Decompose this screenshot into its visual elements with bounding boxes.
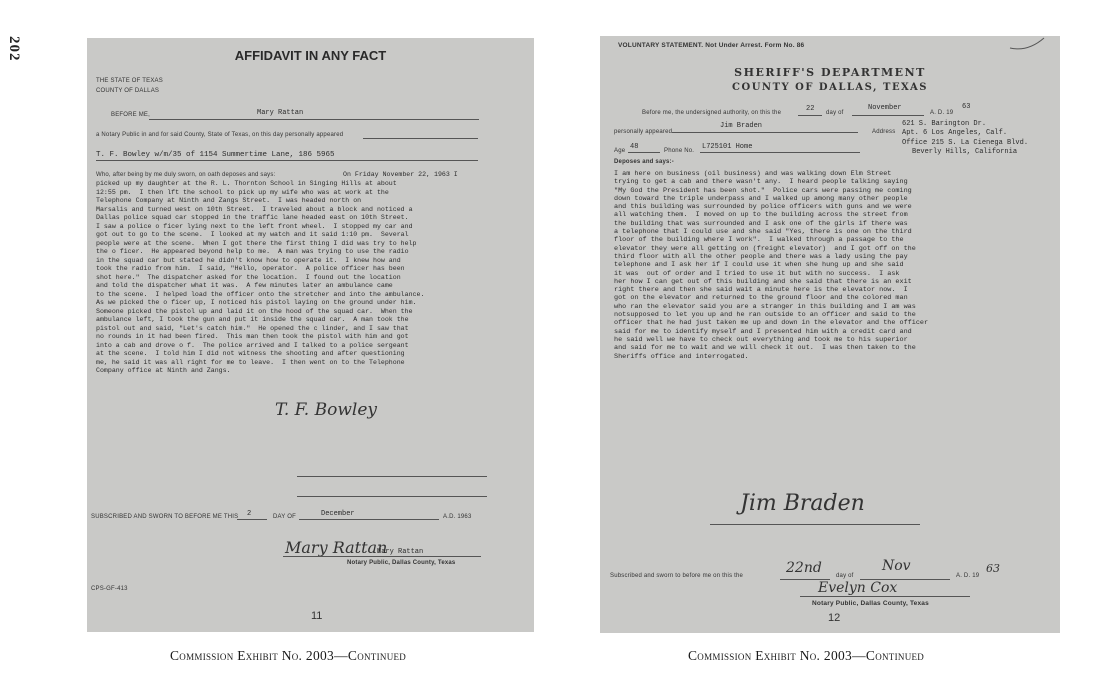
statement-header: VOLUNTARY STATEMENT. Not Under Arrest. Form No. 86 (618, 42, 805, 49)
page-mark-12: 12 (828, 612, 841, 624)
age-label: Age (614, 148, 626, 154)
appeared-line (363, 138, 478, 139)
affiant-underline (96, 160, 478, 161)
statement-day: 22 (806, 105, 815, 113)
statement-first-line: On Friday November 22, 1963 I (343, 171, 458, 178)
deposes-label: Deposes and says:- (614, 159, 674, 165)
before-me-line (149, 119, 479, 120)
affiant-line: T. F. Bowley w/m/35 of 1154 Summertime Lane, 186 5965 (96, 151, 335, 159)
state-line: THE STATE OF TEXAS (96, 78, 163, 84)
caption-right: Commission Exhibit No. 2003—Continued (688, 648, 925, 663)
before-me-label: BEFORE ME, (111, 112, 151, 118)
notary-appeared-line: a Notary Public in and for said County, State of Texas, on this day personally appeared (96, 132, 344, 138)
subscribed-month: December (321, 510, 355, 518)
subscribed-label: SUBSCRIBED AND SWORN TO BEFORE ME THIS (91, 514, 239, 520)
voluntary-statement-document (600, 36, 1060, 633)
month-line (852, 115, 924, 116)
sub-ad-label: A. D. 19 (956, 573, 980, 579)
day-of-label: day of (826, 110, 844, 116)
phone-line (700, 152, 860, 153)
form-code: CPS-GF-413 (91, 586, 128, 592)
notary-signature: Mary Rattan (285, 538, 388, 557)
voluntary-statement: I am here on business (oil business) and was walking down Elm Street trying to get a cab and there wasn't any. I heard people talking saying "My God the President has been shot." Police cars were passing me coming down toward the triple underpass and I walked up among many other people and this building was surrounded by police officers with guns and we were all watching them. I moved on up to the building across the street from the building that was surrounded and I ask one of the girls if there was a telephone that I could use and she said "Yes, there is one on the third floor of the building where I work". I walked through a passage to the elevator they were all getting on (freight elevator) and I got off on the third floor with all the other people and there was a lady using the pay telephone and I ask her if I could use it when she hung up and she said it was out of order and I tried to use it but with no success. I ask her how I can get out of this building and she said that there is an exit right there and then she said wait a minute here is the elevator now. I got on the elevator and returned to the ground floor and the colored man who ran the elevator said you are a stranger in this building and I am was notsupposed to let you up and he ran outside to an officer and said to the officer that he had just taken me up and down in the elevator and the officer said for me to identify myself and I presented him with a credit card and he said well we have to check out everything and took me to his superior and said for me to wait and we will check it out. I was then taken to the Sheriffs office and interrogated. (614, 170, 929, 361)
notary-title: Notary Public, Dallas County, Texas (812, 600, 929, 607)
ad-label: A. D. 19 (930, 110, 954, 116)
notary-signature: Evelyn Cox (818, 580, 898, 596)
before-me-label: Before me, the undersigned authority, on this the (642, 110, 782, 116)
day-line (798, 115, 822, 116)
page-mark-11: 11 (311, 610, 323, 622)
blank-line-1 (297, 476, 487, 477)
phone-label: Phone No. (664, 148, 695, 154)
subscribed-day: 22nd (786, 560, 822, 576)
ad-label: A.D. 1963 (443, 514, 472, 520)
before-me-value: Mary Rattan (257, 109, 304, 117)
county-line: COUNTY OF DALLAS (96, 88, 160, 94)
statement-year: 63 (962, 103, 971, 111)
address-line-2: Apt. 6 Los Angeles, Calf. (902, 129, 1008, 137)
address-line-4: Beverly Hills, California (912, 148, 1018, 156)
day-line (237, 519, 267, 520)
address-label: Address (872, 129, 896, 135)
appeared-line (672, 132, 858, 133)
statement-month: November (868, 104, 902, 112)
affidavit-document (87, 38, 534, 632)
corner-mark-icon (1008, 36, 1048, 52)
who-after-label: Who, after being by me duly sworn, on oath deposes and says: (96, 172, 276, 178)
age-line (628, 152, 660, 153)
notary-name-typed: Mary Rattan (377, 548, 424, 556)
day-of-label: DAY OF (273, 514, 296, 520)
signature-line (710, 524, 920, 525)
affiant-signature: T. F. Bowley (275, 400, 377, 420)
blank-line-2 (297, 496, 487, 497)
subscribed-day: 2 (247, 510, 252, 518)
address-line-1: 621 S. Barington Dr. (902, 120, 987, 128)
age-value: 48 (630, 143, 639, 151)
page-number: 202 (6, 36, 22, 62)
notary-line (283, 556, 481, 557)
notary-line (800, 596, 970, 597)
sub-day-of-label: day of (836, 573, 854, 579)
subscribed-label: Subscribed and sworn to before me on this the (610, 573, 744, 579)
county-title: COUNTY OF DALLAS, TEXAS (732, 82, 928, 93)
sheriff-title: SHERIFF'S DEPARTMENT (734, 66, 926, 79)
affidavit-statement: picked up my daughter at the R. L. Thornton School in Singing Hills at about 12:55 pm. I then lft the school to pick up my wife who was at work at the Telephone Company at Ninth and Zangs Street. I was headed north on Marsalis and turned west on 10th Street. I traveled about a block and noticed a Dallas police squad car stopped in the traffic lane headed east on 10th Street. I saw a police o ficer lying next to the left front wheel. I stopped my car and got out to go to the scene. I looked at my watch and it said 1:10 pm. Several people were at the scene. When I got there the first thing I did was try to help the o ficer. He appeared beyond help to me. A man was trying to use the radio in the squad car but stated he didn't know how to operate it. I knew how and took the radio from him. I said, "Hello, operator. A police officer has been shot here." The dispatcher asked for the location. I found out the location and told the dispatcher what it was. A few minutes later an ambulance came to the scene. I helped load the officer onto the stretcher and into the ambulance. As we picked the o ficer up, I noticed his pistol laying on the ground under him. Someone picked the pistol up and laid it on the hood of the squad car. When the ambulance left, I took the gun and put it inside the squad car. A man took the pistol out and said, "Let's catch him." He opened the c linder, and I saw that no rounds in it had been fired. This man then took the pistol with him and got into a cab and drove o f. The police arrived and I talked to a police sergeant at the scene. I told him I did not witness the shooting and after questioning me, he said it was all right for me to leave. I then went on to the Telephone Company office at Ninth and Zangs. (96, 180, 425, 374)
subscribed-month: Nov (882, 558, 911, 574)
address-line-3: Office 215 S. La Cienega Blvd. (902, 139, 1029, 147)
notary-title: Notary Public, Dallas County, Texas (347, 560, 456, 566)
affidavit-title: AFFIDAVIT IN ANY FACT (234, 48, 387, 63)
month-line (299, 519, 439, 520)
subscribed-year: 63 (986, 562, 1000, 575)
statement-signature: Jim Braden (740, 491, 865, 516)
appeared-value: Jim Braden (720, 122, 763, 130)
appeared-label: personally appeared (614, 129, 673, 135)
phone-value: L725101 Home (702, 143, 753, 151)
caption-left: Commission Exhibit No. 2003—Continued (170, 648, 407, 663)
